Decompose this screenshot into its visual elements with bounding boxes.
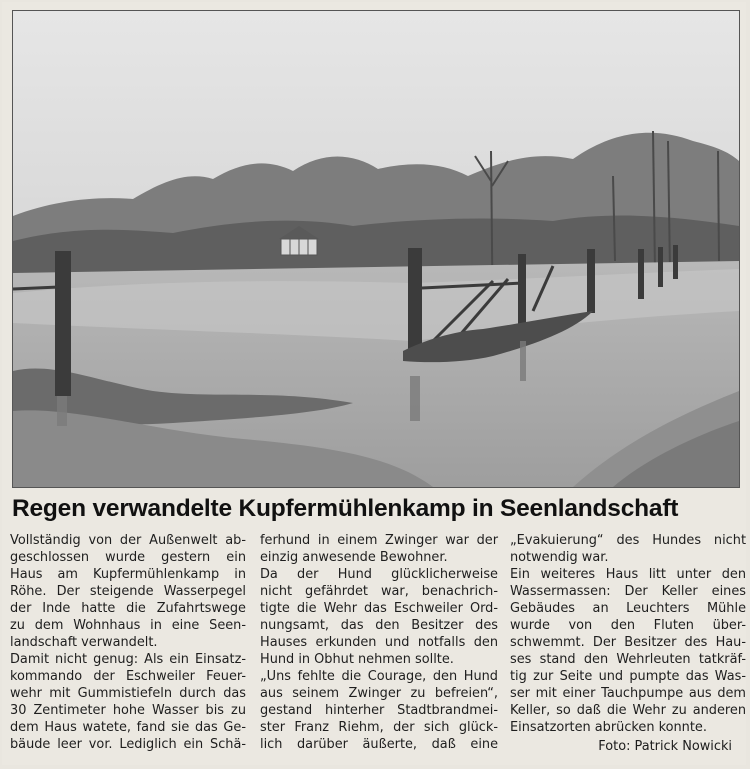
text-line: ster Franz Riehm, der sich glück- — [260, 720, 498, 735]
text-line: Einsatzorten abrücken konnte. — [510, 720, 707, 735]
text-line: Röhe. Der steigende Wasserpegel — [10, 584, 246, 599]
article-column-1 — [10, 532, 246, 753]
text-line: Hauses erkunden und notfalls den — [260, 635, 498, 650]
text-line: bäude leer vor. Lediglich ein Schä- — [10, 737, 246, 752]
text-line: Haus am Kupfermühlenkamp in — [10, 567, 246, 582]
text-line: Da der Hund glücklicherweise — [260, 567, 498, 582]
flood-photograph — [12, 10, 740, 488]
text-line: „Uns fehlte die Courage, den Hund — [260, 669, 498, 684]
text-line: gestand hinterher Stadtbrandmei- — [260, 703, 498, 718]
flood-photo-illustration — [13, 11, 739, 487]
text-line: Wassermassen: Der Keller eines — [510, 584, 746, 599]
text-line: tigte die Wehr das Eschweiler Ord- — [260, 601, 498, 616]
text-line: Keller, so daß die Wehr zu anderen — [510, 703, 746, 718]
article-column-3 — [510, 532, 746, 736]
text-line: schwemmt. Der Besitzer des Hau- — [510, 635, 746, 650]
text-line: ses stand den Wehrleuten tatkräf- — [510, 652, 746, 667]
newspaper-clipping — [2, 2, 746, 765]
photo-credit: Foto: Patrick Nowicki — [598, 739, 732, 754]
text-line: wehr mit Gummistiefeln durch das — [10, 686, 246, 701]
text-line: Hund in Obhut nehmen sollte. — [260, 652, 454, 667]
text-line: Vollständig von der Außenwelt ab- — [10, 533, 246, 548]
article-headline: Regen verwandelte Kupfermühlenkamp in Seenlandschaft — [12, 495, 679, 522]
text-line: 30 Zentimeter hohe Wasser bis zu — [10, 703, 246, 718]
text-line: der Inde hatte die Zufahrtswege — [10, 601, 246, 616]
text-line: zu dem Wohnhaus in eine Seen- — [10, 618, 246, 633]
text-line: geschlossen wurde gestern ein — [10, 550, 246, 565]
text-line: „Evakuierung“ des Hundes nicht — [510, 533, 746, 548]
text-line: Damit nicht genug: Als ein Einsatz- — [10, 652, 246, 667]
text-line: ferhund in einem Zwinger war der — [260, 533, 498, 548]
text-line: landschaft verwandelt. — [10, 635, 158, 650]
text-line: Ein weiteres Haus litt unter den — [510, 567, 746, 582]
text-line: lich darüber äußerte, daß eine — [260, 737, 498, 752]
text-line: aus seinem Zwinger zu befreien“, — [260, 686, 498, 701]
text-line: notwendig war. — [510, 550, 609, 565]
text-line: nicht gefährdet war, benachrich- — [260, 584, 498, 599]
text-line: dem Haus watete, fand sie das Ge- — [10, 720, 246, 735]
text-line: tig zur Seite und pumpte das Was- — [510, 669, 746, 684]
text-line: Gebäudes an Leuchters Mühle — [510, 601, 746, 616]
article-column-2 — [260, 532, 498, 753]
text-line: kommando der Eschweiler Feuer- — [10, 669, 246, 684]
text-line: einzig anwesende Bewohner. — [260, 550, 448, 565]
text-line: nungsamt, das den Besitzer des — [260, 618, 498, 633]
text-line: wurde von den Fluten über- — [510, 618, 746, 633]
text-line: ser mit einer Tauchpumpe aus dem — [510, 686, 746, 701]
